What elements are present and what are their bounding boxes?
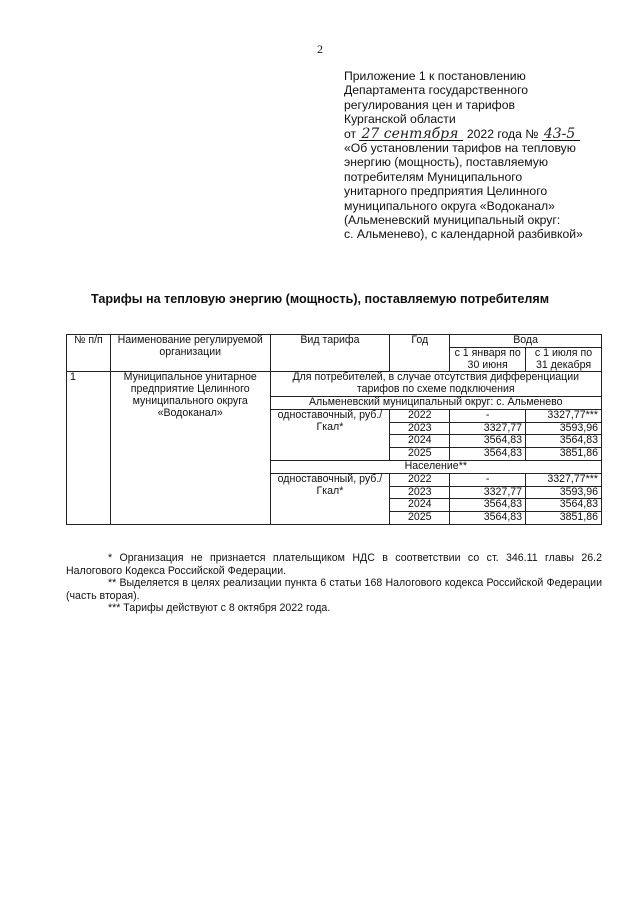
year-cell: 2023 xyxy=(390,486,450,499)
header-org: Наименование регулируемой организации xyxy=(110,335,270,372)
year-cell: 2022 xyxy=(390,409,450,422)
row-number: 1 xyxy=(67,372,111,525)
header-period1: с 1 января по 30 июня xyxy=(450,347,526,372)
from-label: от xyxy=(344,126,357,141)
tariff-table xyxy=(66,334,602,525)
value-cell: 3593,96 xyxy=(526,422,602,435)
appendix-line: энергию (мощность), поставляемую xyxy=(344,155,549,170)
value-cell: 3851,86 xyxy=(526,448,602,461)
value-cell: 3327,77*** xyxy=(526,409,602,422)
footnotes xyxy=(66,552,602,615)
value-cell: 3564,83 xyxy=(450,499,526,512)
appendix-line: Департамента государственного xyxy=(344,83,529,98)
tariff-type: одноставочный, руб./Гкал* xyxy=(270,409,390,460)
document-title: Тарифы на тепловую энергию (мощность), поставляемую потребителям xyxy=(90,292,550,306)
tariff-type: одноставочный, руб./Гкал* xyxy=(270,473,390,524)
header-num: № п/п xyxy=(67,335,111,372)
value-cell: 3593,96 xyxy=(526,486,602,499)
year-text: 2022 года № xyxy=(466,126,539,141)
value-cell: 3327,77 xyxy=(450,422,526,435)
value-cell: 3851,86 xyxy=(526,512,602,525)
org-name: Муниципальное унитарное предприятие Целинного муниципального округа «Водоканал» xyxy=(110,372,270,525)
appendix-line: (Альменевский муниципальный округ: xyxy=(344,213,561,228)
year-cell: 2023 xyxy=(390,422,450,435)
appendix-line: «Об установлении тарифов на тепловую xyxy=(344,141,576,156)
appendix-line: унитарного предприятия Целинного xyxy=(344,184,548,199)
value-cell: 3327,77*** xyxy=(526,473,602,486)
value-cell: 3564,83 xyxy=(526,499,602,512)
footnote-effective: *** Тарифы действуют с 8 октября 2022 года. xyxy=(108,602,331,615)
year-cell: 2025 xyxy=(390,512,450,525)
appendix-header xyxy=(344,69,634,242)
section-population: Население** xyxy=(270,460,601,473)
year-cell: 2022 xyxy=(390,473,450,486)
header-period2: с 1 июля по 31 декабря xyxy=(526,347,602,372)
appendix-line: с. Альменево), с календарной разбивкой» xyxy=(344,227,583,242)
value-cell: 3564,83 xyxy=(450,435,526,448)
footnote-allocated: ** Выделяется в целях реализации пункта 6 статьи 168 Налогового кодекса Российской Федерации (часть вторая). xyxy=(66,577,602,602)
section-locality: Альменевский муниципальный округ: с. Альменево xyxy=(270,396,601,409)
page-number: 2 xyxy=(317,42,323,56)
appendix-line: муниципального округа «Водоканал» xyxy=(344,198,555,213)
footnote-vat: * Организация не признается плательщиком НДС в соответствии со ст. 346.11 главы 26.2 Налогового Кодекса Российской Федерации. xyxy=(66,552,602,577)
appendix-line: регулирования цен и тарифов xyxy=(344,97,515,112)
appendix-line: Курганской области xyxy=(344,112,456,127)
year-cell: 2024 xyxy=(390,499,450,512)
value-cell: 3564,83 xyxy=(526,435,602,448)
value-cell: 3327,77 xyxy=(450,486,526,499)
table-row xyxy=(67,372,602,397)
section-consumers: Для потребителей, в случае отсутствия дифференциации тарифов по схеме подключения xyxy=(270,372,601,397)
value-cell: - xyxy=(450,473,526,486)
header-type: Вид тарифа xyxy=(270,335,390,372)
year-cell: 2025 xyxy=(390,448,450,461)
appendix-line: потребителям Муниципального xyxy=(344,169,523,184)
appendix-line: Приложение 1 к постановлению xyxy=(344,69,526,83)
value-cell: 3564,83 xyxy=(450,448,526,461)
handwritten-date: 27 сентября xyxy=(359,128,463,141)
table-header-row xyxy=(67,335,602,348)
appendix-date-line xyxy=(344,127,634,141)
header-water: Вода xyxy=(450,335,602,348)
value-cell: - xyxy=(450,409,526,422)
handwritten-number: 43-5 xyxy=(542,128,580,141)
value-cell: 3564,83 xyxy=(450,512,526,525)
year-cell: 2024 xyxy=(390,435,450,448)
header-year: Год xyxy=(390,335,450,372)
